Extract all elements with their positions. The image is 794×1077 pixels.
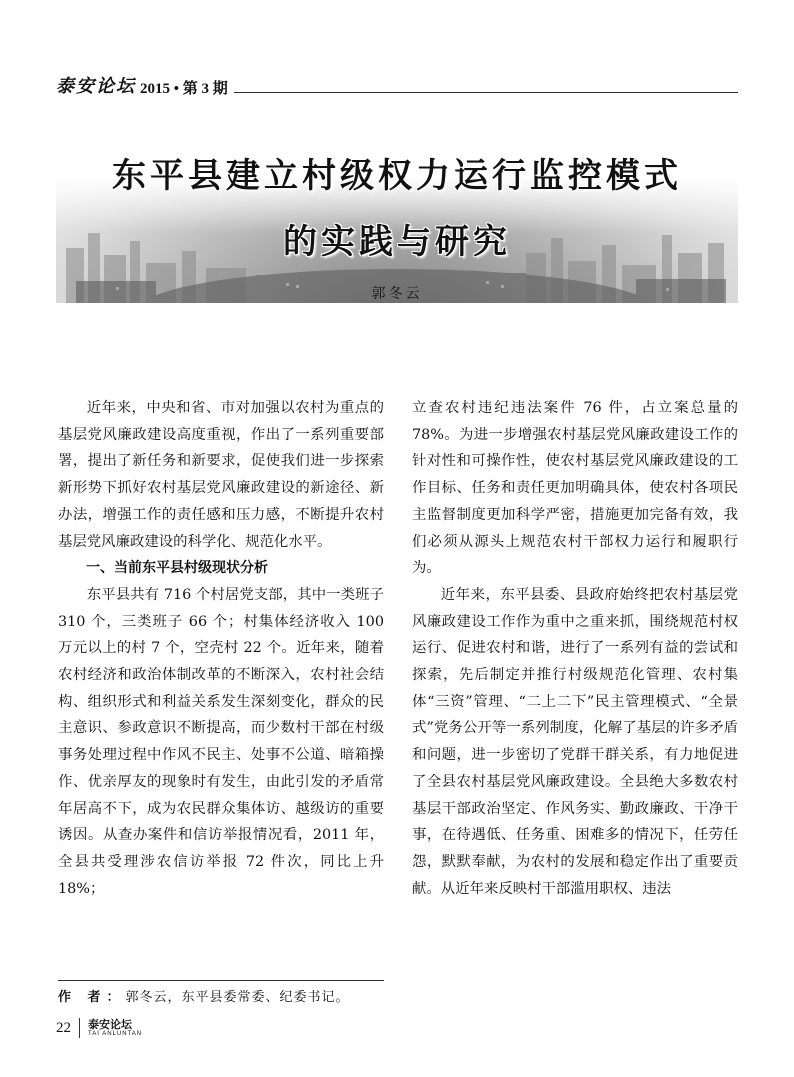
- paragraph: 东平县共有 716 个村居党支部，其中一类班子 310 个，三类班子 66 个；村集体经济收入 100 万元以上的村 7 个，空壳村 22 个。近年来，随着农村经济和政治体制改革的不断深入，农村社会结构、组织形式和利益关系发生深刻变化，群众的民主意识、参政意识不断提高，而少数村干部在村级事务处理过程中作风不民主、处事不公道、暗箱操作、优亲厚友的现象时有发生，由此引发的矛盾常年居高不下，成为农民群众集体访、越级访的重要诱因。从查办案件和信访举报情况看，2011 年，全县共受理涉农信访举报 72 件次，同比上升 18%；: [58, 586, 384, 897]
- article-title-line-2: 的实践与研究: [283, 222, 511, 262]
- footnote-label: 作 者：: [58, 990, 126, 1005]
- paragraph: 近年来，东平县委、县政府始终把农村基层党风廉政建设工作作为重中之重来抓，围绕规范村权运行、促进农村和谐，进行了一系列有益的尝试和探索，先后制定并推行村级规范化管理、农村集体“三资”管理、“二上二下”民主管理模式、“全景式”党务公开等一系列制度，化解了基层的许多矛盾和问题，进一步密切了党群干群关系，有力地促进了全县农村基层党风廉政建设。全县绝大多数农村基层干部政治坚定、作风务实、勤政廉政、干净干事，在待遇低、任务重、困难多的情况下，任劳任怨，默默奉献，为农村的发展和稳定作出了重要贡献。从近年来反映村干部滥用职权、违法: [412, 586, 738, 897]
- page-folio: [56, 1018, 142, 1038]
- journal-mark-en: TAI ANLUNTAN: [88, 1031, 143, 1037]
- running-header: [56, 72, 738, 98]
- page-number: 22: [56, 1019, 71, 1036]
- journal-name: 泰安论坛: [56, 76, 136, 97]
- journal-mark-cn: 泰安论坛: [88, 1018, 132, 1031]
- folio-divider: [79, 1018, 80, 1038]
- paragraph: 近年来，中央和省、市对加强以农村为重点的基层党风廉政建设高度重视，作出了一系列重要部署，提出了新任务和新要求，促使我们进一步探索新形势下抓好农村基层党风廉政建设的新途径、新办法，增强工作的责任感和压力感，不断提升农村基层党风廉政建设的科学化、规范化水平。: [58, 400, 384, 550]
- section-heading: 一、当前东平县村级现状分析: [86, 560, 268, 577]
- title-banner: [56, 128, 738, 303]
- article-title-line-1: 东平县建立村级权力运行监控模式: [112, 156, 682, 196]
- right-column: [412, 395, 738, 902]
- footnote-rule: [58, 980, 384, 981]
- footnote-text: 郭冬云，东平县委常委、纪委书记。: [125, 990, 350, 1005]
- issue-info: 2015 • 第 3 期: [140, 81, 228, 97]
- author-footnote: [58, 986, 458, 1005]
- paragraph: 立查农村违纪违法案件 76 件，占立案总量的 78%。为进一步增强农村基层党风廉政建设工作的针对性和可操作性，使农村基层党风廉政建设的工作目标、任务和责任更加明确具体，使农村各项民主监督制度更加科学严密，措施更加完备有效，我们必须从源头上规范农村干部权力运行和履职行为。: [412, 400, 738, 577]
- article-author: 郭冬云: [371, 286, 423, 302]
- header-rule: [234, 92, 738, 93]
- left-column: [58, 395, 384, 902]
- journal-mark: [88, 1019, 142, 1037]
